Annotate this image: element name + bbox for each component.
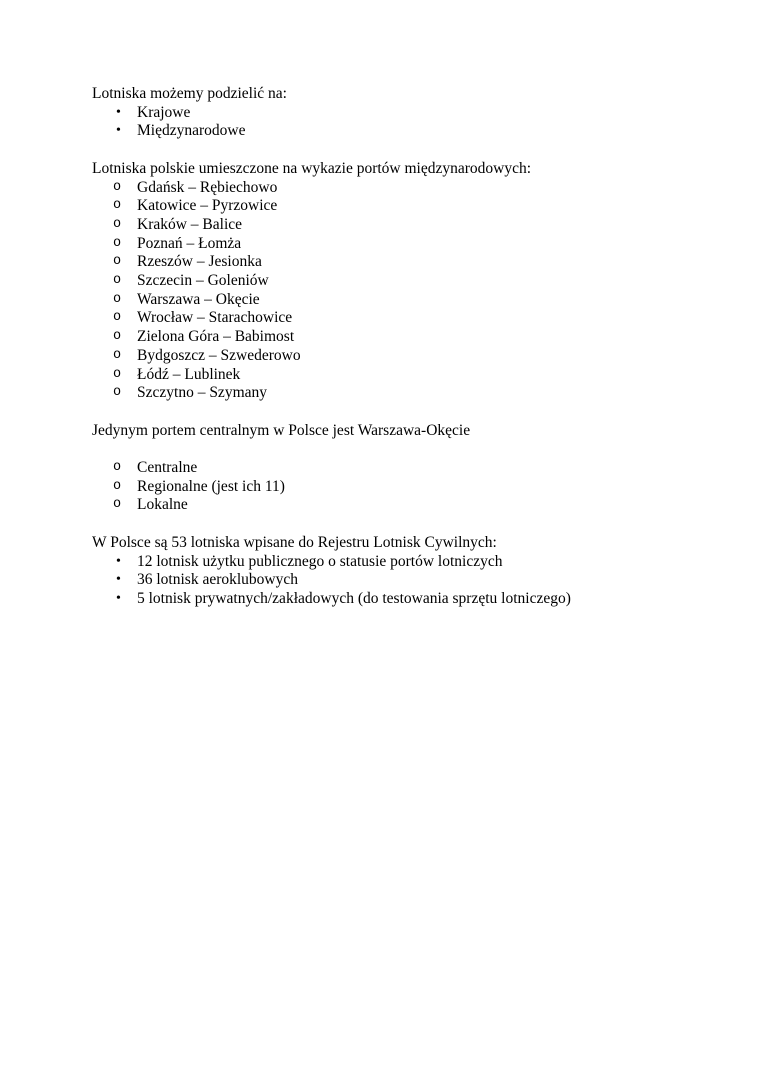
list-item-text: Gdańsk – Rębiechowo	[137, 178, 278, 196]
list-item-text: Bydgoszcz – Szwederowo	[137, 346, 301, 364]
circle-bullet-icon: o	[113, 347, 122, 363]
circle-bullet-icon: o	[113, 273, 122, 289]
list-item	[92, 122, 700, 141]
list-item	[92, 291, 700, 310]
circle-bullet-icon: o	[113, 235, 122, 251]
list-item	[92, 253, 700, 272]
airport-list-international	[92, 179, 700, 403]
list-item	[92, 104, 700, 123]
list-item	[92, 309, 700, 328]
list-item-text: Krajowe	[137, 103, 191, 121]
circle-bullet-icon: o	[113, 291, 122, 307]
disc-bullet-icon: •	[116, 590, 121, 606]
list-item-text: Poznań – Łomża	[137, 234, 242, 252]
list-item-text: Katowice – Pyrzowice	[137, 197, 278, 215]
list-item	[92, 197, 700, 216]
list-item-text: 5 lotnisk prywatnych/zakładowych (do testowania sprzętu lotniczego)	[137, 589, 571, 607]
list-item-text: Łódź – Lublinek	[137, 365, 241, 383]
list-item	[92, 179, 700, 198]
list-item	[92, 347, 700, 366]
list-item-text: Warszawa – Okęcie	[137, 290, 260, 308]
paragraph-international-airports: Lotniska polskie umieszczone na wykazie portów międzynarodowych:	[92, 159, 532, 177]
paragraph-central-port: Jedynym portem centralnym w Polsce jest Warszawa-Okęcie	[92, 421, 471, 439]
registry-stats-list	[92, 553, 700, 609]
list-item	[92, 590, 700, 609]
list-item-text: 12 lotnisk użytku publicznego o statusie portów lotniczych	[137, 552, 503, 570]
list-item	[92, 478, 700, 497]
list-item	[92, 272, 700, 291]
blank-line	[92, 440, 700, 459]
list-item-text: Kraków – Balice	[137, 215, 243, 233]
circle-bullet-icon: o	[113, 460, 122, 476]
list-item	[92, 328, 700, 347]
disc-bullet-icon: •	[116, 572, 121, 588]
circle-bullet-icon: o	[113, 478, 122, 494]
list-item	[92, 384, 700, 403]
airport-category-list	[92, 459, 700, 515]
circle-bullet-icon: o	[113, 329, 122, 345]
list-item	[92, 571, 700, 590]
blank-line	[92, 141, 700, 160]
circle-bullet-icon: o	[113, 497, 122, 513]
list-item-text: Międzynarodowe	[137, 122, 246, 140]
list-item	[92, 366, 700, 385]
circle-bullet-icon: o	[113, 366, 122, 382]
circle-bullet-icon: o	[113, 385, 122, 401]
list-item	[92, 553, 700, 572]
circle-bullet-icon: o	[113, 254, 122, 270]
list-item-text: Wrocław – Starachowice	[137, 309, 293, 327]
list-item	[92, 496, 700, 515]
list-item-text: Rzeszów – Jesionka	[137, 253, 262, 271]
list-item-text: Szczecin – Goleniów	[137, 272, 269, 290]
list-item	[92, 459, 700, 478]
list-item-text: Regionalne (jest ich 11)	[137, 477, 285, 495]
blank-line	[92, 403, 700, 422]
list-item	[92, 235, 700, 254]
blank-line	[92, 515, 700, 534]
list-item-text: Zielona Góra – Babimost	[137, 328, 295, 346]
circle-bullet-icon: o	[113, 310, 122, 326]
disc-bullet-icon: •	[116, 123, 121, 139]
paragraph-airport-types: Lotniska możemy podzielić na:	[92, 85, 287, 102]
circle-bullet-icon: o	[113, 179, 122, 195]
list-item-text: Szczytno – Szymany	[137, 384, 268, 402]
disc-bullet-icon: •	[116, 553, 121, 569]
list-item	[92, 216, 700, 235]
paragraph-registry: W Polsce są 53 lotniska wpisane do Rejestru Lotnisk Cywilnych:	[92, 533, 497, 551]
list-item-text: 36 lotnisk aeroklubowych	[137, 571, 299, 589]
bullet-list-airport-types	[92, 104, 700, 141]
list-item-text: Lokalne	[137, 496, 188, 514]
disc-bullet-icon: •	[116, 104, 121, 120]
list-item-text: Centralne	[137, 459, 198, 477]
circle-bullet-icon: o	[113, 216, 122, 232]
circle-bullet-icon: o	[113, 198, 122, 214]
